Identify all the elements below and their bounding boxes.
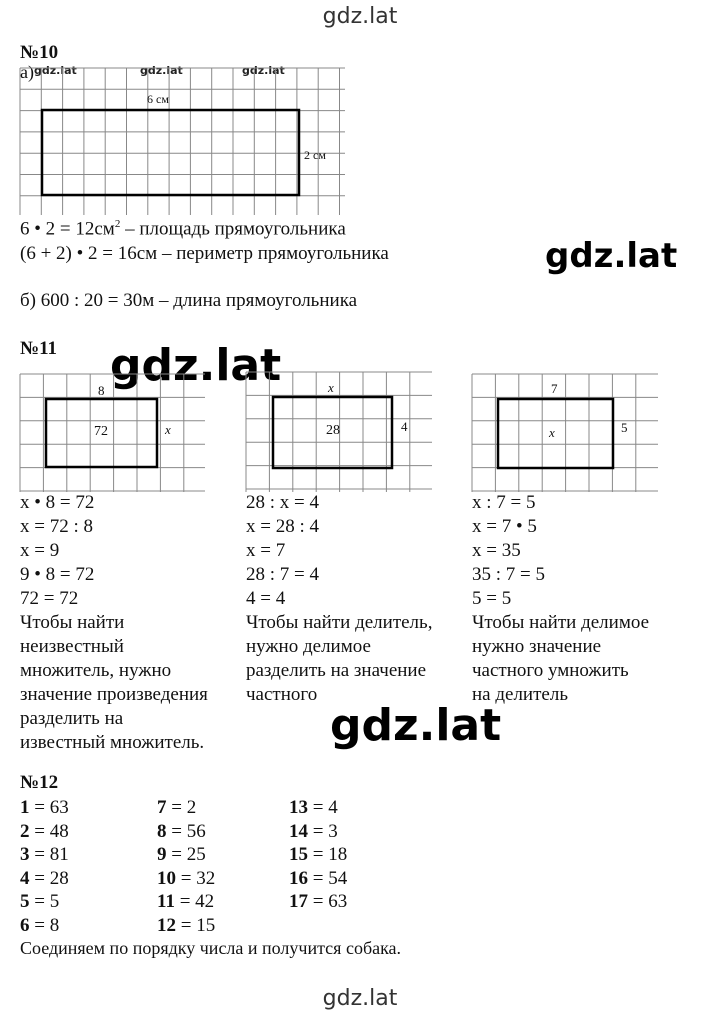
ex11-fig3-right: 5 <box>621 420 628 435</box>
ex12-item: 13 = 4 <box>289 797 338 818</box>
ex11-c2-line: 28 : 7 = 4 <box>246 564 319 585</box>
ex11-c2-line: Чтобы найти делитель, <box>246 612 433 633</box>
ex10-part-a: а) <box>20 62 34 82</box>
ex11-c1-line: Чтобы найти <box>20 612 125 633</box>
ex11-c2-line: разделить на значение <box>246 660 427 681</box>
ex12-item: 9 = 25 <box>157 844 206 865</box>
watermark-big-2: gdz.lat <box>110 340 282 391</box>
watermark-small-3: gdz.lat <box>242 64 285 77</box>
ex10-right-label: 2 см <box>304 148 326 162</box>
ex12-item: 5 = 5 <box>20 891 60 912</box>
ex12-item: 4 = 28 <box>20 867 69 889</box>
watermark-bottom: gdz.lat <box>322 986 398 1011</box>
ex11-c3-line: x : 7 = 5 <box>472 492 536 513</box>
ex11-fig2-right: 4 <box>401 419 408 434</box>
ex11-c2-line: x = 28 : 4 <box>246 516 319 537</box>
ex11-column-3 <box>472 491 649 707</box>
ex11-c1-line: 72 = 72 <box>20 588 79 609</box>
ex12-item: 10 = 32 <box>157 867 216 889</box>
ex11-c2-line: 4 = 4 <box>246 588 286 609</box>
ex11-fig1-right: x <box>165 422 171 437</box>
ex11-c2-line: нужно делимое <box>246 636 371 657</box>
watermark-small-2: gdz.lat <box>140 64 183 77</box>
ex12-item: 3 = 81 <box>20 844 69 865</box>
ex11-c3-line: 35 : 7 = 5 <box>472 564 545 585</box>
watermark-big-3: gdz.lat <box>330 700 502 751</box>
ex11-column-1 <box>20 491 208 755</box>
ex11-fig3-top: 7 <box>551 381 558 396</box>
ex12-column-2 <box>157 796 215 937</box>
ex11-rect-3 <box>498 399 613 468</box>
ex12-item: 7 = 2 <box>157 797 197 818</box>
ex11-c2-line: x = 7 <box>246 540 286 561</box>
ex11-c1-line: значение произведения <box>20 684 208 705</box>
ex10-part-b: б) 600 : 20 = 30м – длина прямоугольника <box>20 290 358 311</box>
ex12-item: 12 = 15 <box>157 914 216 936</box>
ex11-fig2-top: x <box>328 380 334 395</box>
ex11-c3-line: x = 7 • 5 <box>472 516 537 537</box>
ex12-item: 1 = 63 <box>20 797 69 818</box>
ex11-c1-line: разделить на <box>20 708 124 729</box>
ex10-perimeter: (6 + 2) • 2 = 16см – периметр прямоугольника <box>20 243 389 264</box>
ex10-area: 6 • $2 = 12см^2$ – площадь прямоугольника <box>20 218 346 240</box>
ex11-c2-line: 28 : x = 4 <box>246 492 319 513</box>
ex12-conclusion: Соединяем по порядку числа и получится собака. <box>20 938 402 958</box>
ex12-item: 8 = 56 <box>157 820 206 842</box>
ex11-c1-line: x = 72 : 8 <box>20 516 93 537</box>
ex12-title: №12 <box>20 772 59 793</box>
ex10-top-label: 6 см <box>147 92 169 106</box>
ex11-c2-line: частного <box>246 684 318 705</box>
ex11-fig1-center: 72 <box>94 424 108 439</box>
ex11-c3-line: 5 = 5 <box>472 588 512 609</box>
ex11-c3-line: частного умножить <box>472 660 629 681</box>
ex12-item: 17 = 63 <box>289 891 348 912</box>
ex11-fig2-center: 28 <box>326 423 340 438</box>
ex12-item: 15 = 18 <box>289 844 348 865</box>
ex12-item: 2 = 48 <box>20 820 69 842</box>
ex12-column-3 <box>289 796 347 914</box>
ex11-column-2 <box>246 491 432 707</box>
ex11-c1-line: известный множитель. <box>20 732 205 753</box>
ex11-c1-line: 9 • 8 = 72 <box>20 564 95 585</box>
ex12-item: 6 = 8 <box>20 914 60 936</box>
ex11-fig1-top: 8 <box>98 383 105 398</box>
ex11-c3-line: нужно значение <box>472 636 602 657</box>
ex11-c3-line: на делитель <box>472 684 568 705</box>
ex11-c1-line: неизвестный <box>20 636 124 657</box>
ex11-c1-line: x • 8 = 72 <box>20 492 95 513</box>
ex11-c3-line: x = 35 <box>472 540 521 561</box>
ex11-c1-line: x = 9 <box>20 540 60 561</box>
ex12-item: 11 = 42 <box>157 891 215 912</box>
ex12-item: 14 = 3 <box>289 820 338 842</box>
ex12-item: 16 = 54 <box>289 867 348 889</box>
ex10-title: №10 <box>20 42 59 63</box>
ex11-c3-line: Чтобы найти делимое <box>472 612 650 633</box>
ex11-title: №11 <box>20 338 58 359</box>
watermark-big-1: gdz.lat <box>545 236 678 276</box>
ex11-c1-line: множитель, нужно <box>20 660 172 681</box>
watermark-top: gdz.lat <box>322 4 398 29</box>
watermark-small-1: gdz.lat <box>34 64 77 77</box>
ex11-fig3-center: x <box>549 425 555 440</box>
ex12-column-1 <box>20 796 69 937</box>
